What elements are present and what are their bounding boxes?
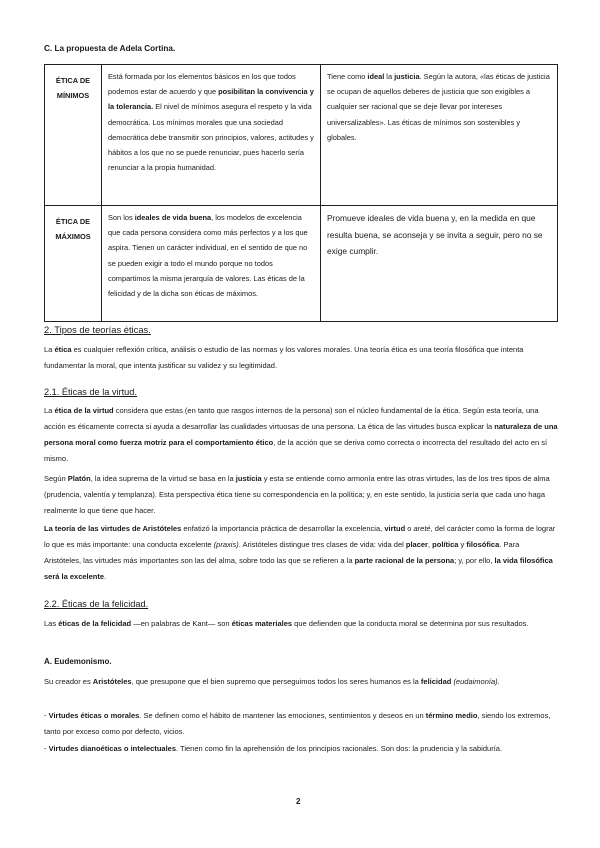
page-number: 2 <box>296 797 301 806</box>
section-c-title: C. La propuesta de Adela Cortina. <box>44 44 176 53</box>
table-row <box>45 65 558 206</box>
section-2-2-heading: 2.2. Éticas de la felicidad. <box>44 599 149 609</box>
minimos-ideal: Tiene como ideal la justicia. Según la autora, «las éticas de justicia se ocupan de aquellos deberes de justicia que son exigibles a cualquier ser racional que se deje llevar por intereses universalizables». Las éticas de mínimos son sostenibles y globales. <box>321 65 558 206</box>
maximos-description: Son los ideales de vida buena, los modelos de excelencia que cada persona considera como más perfectos y a los que aspira. Tienen un carácter individual, en el sentido de que no se pueden exigir a todo el mundo porque no todos compartimos la misma jerarquía de valores. Las éticas de la felicidad y de la dicha son éticas de máximos. <box>102 206 321 322</box>
table-row <box>45 206 558 322</box>
eudemonism-paragraph: Su creador es Aristóteles, que presupone que el bien supremo que perseguimos todos los seres humanos es la felicidad (eudaimonía). <box>44 677 500 686</box>
ethics-comparison-table <box>44 64 558 322</box>
minimos-description: Está formada por los elementos básicos en los que todos podemos estar de acuerdo y que posibilitan la convivencia y la tolerancia. El nivel de mínimos asegura el respeto y la vida democrática. Los mínimos morales que una sociedad democrática debe transmitir son principios, valores, actitudes y hábitos a los que no se puede renunciar, pues hacerlo sería renunciar a la propia humanidad. <box>102 65 321 206</box>
virtue-paragraph-3: La teoría de las virtudes de Aristóteles enfatizó la importancia práctica de desarrollar la excelencia, virtud o areté, del carácter como la forma de lograr lo que es más importante: una conducta excelente (praxis). Aristóteles distingue tres clases de vida: vida del placer, política y filosófica. Para Aristóteles, las virtudes más importantes son las del alma, sobre todo las que se refieren a la parte racional de la persona; y, por ello, la vida filosófica será la excelente. <box>44 524 556 581</box>
section-2-1-heading: 2.1. Éticas de la virtud. <box>44 387 137 397</box>
dianoetic-virtues-paragraph: - Virtudes dianoéticas o intelectuales. Tienen como fin la aprehensión de los principios racionales. Son dos: la prudencia y la sabiduría. <box>44 744 503 753</box>
virtue-paragraph-2: Según Platón, la idea suprema de la virtud se basa en la justicia y esta se entiende como armonía entre las otras virtudes, las de los tres tipos de alma (prudencia, valentía y templanza). Esta perspectiva ética tiene su correspondencia en la política; y, en este sentido, la justicia sería que cada uno haga realmente lo que tiene que hacer. <box>44 474 550 515</box>
section-2-intro: La ética es cualquier reflexión crítica, análisis o estudio de las normas y los valores morales. Una teoría ética es una teoría filosófica que intenta fundamentar la moral, que intenta justificar su validez y su legitimidad. <box>44 345 524 370</box>
eudemonism-heading: A. Eudemonismo. <box>44 657 112 666</box>
maximos-ideal: Promueve ideales de vida buena y, en la medida en que resulta buena, se aconseja y se invita a seguir, pero no se exige cumplir. <box>321 206 558 322</box>
row-label-maximos: ÉTICA DE MÁXIMOS <box>45 206 102 322</box>
happiness-paragraph-1: Las éticas de la felicidad —en palabras de Kant— son éticas materiales que defienden que la conducta moral se determina por sus resultados. <box>44 619 529 628</box>
ethical-virtues-paragraph: - Virtudes éticas o morales. Se definen como el hábito de mantener las emociones, sentimientos y deseos en un término medio, siendo los extremos, tanto por exceso como por defecto, vicios. <box>44 711 551 736</box>
section-2-heading: 2. Tipos de teorías éticas. <box>44 324 151 335</box>
row-label-minimos: ÉTICA DE MÍNIMOS <box>45 65 102 206</box>
virtue-paragraph-1: La ética de la virtud considera que estas (en tanto que rasgos internos de la persona) son el núcleo fundamental de la ética. Según esta teoría, una acción es éticamente correcta si ayuda a desarrollar las cualidades virtuosas de una persona. La ética de las virtudes busca explicar la naturaleza de una persona moral como fuerza motriz para el comportamiento ético, de la acción que se deriva como correcta o incorrecta del resultado del acto en sí mismo. <box>44 406 558 463</box>
